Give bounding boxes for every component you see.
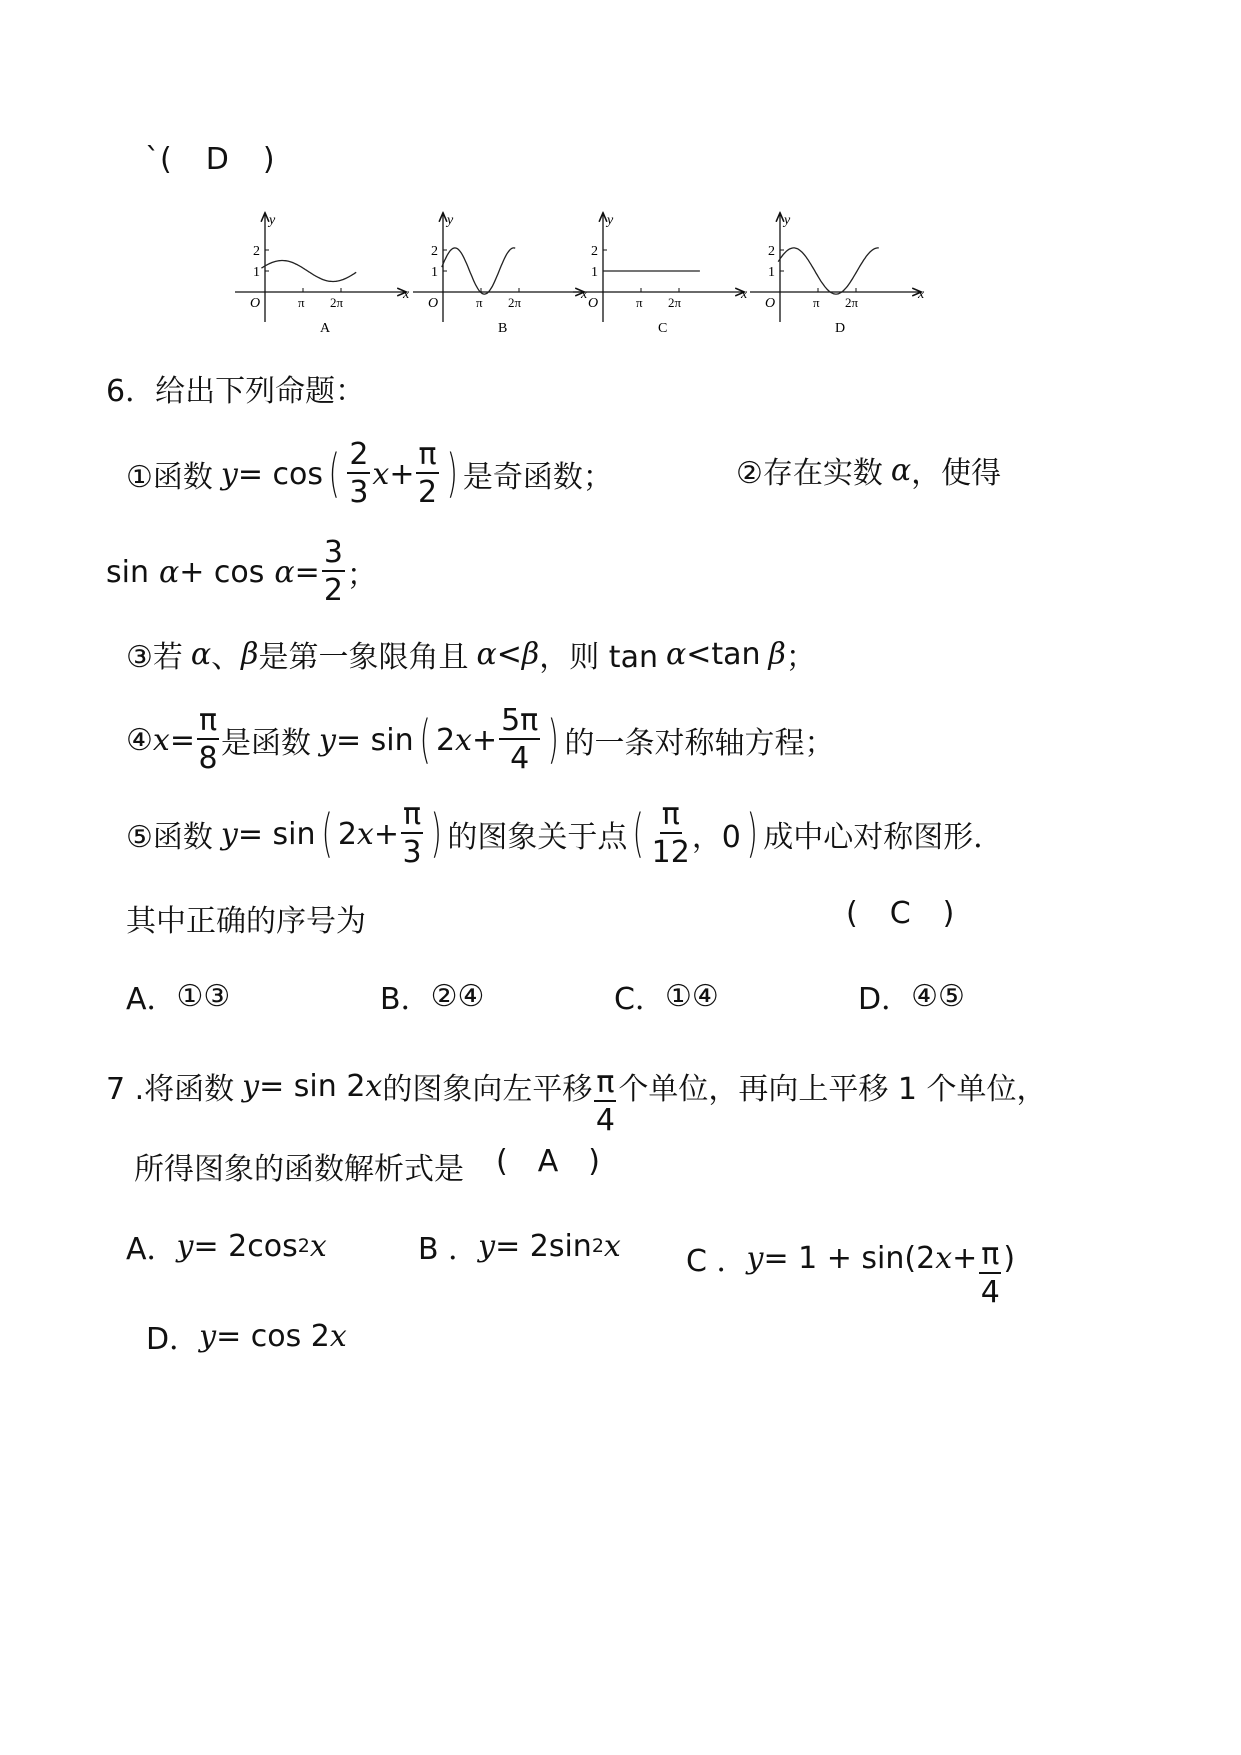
q7-answer-value: A bbox=[537, 1144, 559, 1179]
q7-frac-num: π bbox=[596, 1065, 615, 1100]
p5-frac-1 bbox=[401, 797, 423, 870]
p2b-plus-cos: + cos bbox=[179, 554, 265, 590]
p1-frac-2-den: 2 bbox=[417, 475, 438, 510]
p1-paren-close: ) bbox=[446, 444, 458, 504]
p1-frac-1-den: 3 bbox=[349, 475, 369, 510]
p3-lt: < bbox=[496, 636, 522, 672]
p3-then: ，则 tan bbox=[539, 640, 658, 675]
p5-mark: ⑤函数 bbox=[126, 820, 213, 855]
q6-proposition-5 bbox=[126, 797, 1004, 870]
q7-line1-c: 的图象向左平移 bbox=[382, 1072, 593, 1107]
graph-panel-a-y-tick-1: 1 bbox=[253, 265, 260, 280]
q6-answer bbox=[846, 896, 954, 931]
q7-option-b bbox=[418, 1224, 621, 1268]
p1-frac-2 bbox=[416, 437, 438, 510]
q6-answer-value: C bbox=[889, 896, 911, 931]
p3-mark: ③若 bbox=[126, 640, 183, 675]
graph-panel-b-y-label: y bbox=[447, 213, 454, 228]
graph-panel-b-y-tick-1: 1 bbox=[431, 265, 438, 280]
q7-option-c bbox=[686, 1224, 1016, 1310]
p3-lt-tan: <tan bbox=[686, 636, 761, 672]
p5-frac-2-num: π bbox=[661, 797, 680, 832]
p2-alpha: α bbox=[890, 452, 912, 488]
p2-tail: ，使得 bbox=[911, 456, 1002, 491]
p2b-frac bbox=[322, 535, 345, 608]
p5-y: y bbox=[220, 816, 238, 852]
graph-panel-c-x-tick-2pi: 2π bbox=[668, 295, 682, 310]
q6-proposition-1 bbox=[126, 437, 613, 510]
p4-eq-sin: = sin bbox=[335, 722, 414, 758]
p4-two: 2 bbox=[435, 722, 456, 758]
graph-panel-d-x-label: x bbox=[918, 287, 925, 302]
q7-answer-open: ( bbox=[496, 1144, 508, 1179]
graph-panel-b-x-tick-pi: π bbox=[476, 295, 483, 310]
graph-panel-a-x-tick-2pi: 2π bbox=[330, 295, 344, 310]
q6-option-a-letter: A． bbox=[126, 982, 177, 1017]
p1-frac-1-num: 2 bbox=[349, 437, 369, 472]
p3-beta-3: β bbox=[768, 636, 786, 672]
p5-tail: 成中心对称图形． bbox=[763, 820, 1004, 855]
graph-panel-c-y-tick-2: 2 bbox=[591, 244, 598, 259]
q6-option-a bbox=[126, 974, 230, 1018]
p5-comma-zero: ，0 bbox=[691, 820, 741, 855]
q7-option-a-letter: A． bbox=[126, 1232, 177, 1267]
graph-panel-b-y-tick-2: 2 bbox=[431, 244, 438, 259]
p3-alpha-3: α bbox=[665, 636, 687, 672]
graph-panel-a-origin: O bbox=[250, 296, 261, 311]
q6-title-text: 6．给出下列命题： bbox=[106, 374, 366, 409]
q7-option-a-expr: = 2cos bbox=[193, 1228, 298, 1264]
graph-panel-c-y-tick-1: 1 bbox=[591, 265, 598, 280]
p5-frac-1-den: 3 bbox=[402, 835, 422, 870]
p2b-tail: ； bbox=[346, 558, 377, 593]
graph-panel-c-label: C bbox=[658, 321, 668, 336]
p1-frac-1 bbox=[347, 437, 370, 510]
q5-answer-line bbox=[145, 142, 275, 177]
p5-frac-1-num: π bbox=[402, 797, 422, 832]
q6-question bbox=[126, 896, 366, 940]
graph-panel-b-curve bbox=[442, 248, 515, 294]
p5-paren-open: ( bbox=[321, 804, 333, 864]
p3-mid: 是第一象限角且 bbox=[258, 640, 469, 675]
q6-option-c-letter: C． bbox=[614, 982, 665, 1017]
q7-answer-close: ) bbox=[588, 1144, 600, 1179]
p4-paren-open: ( bbox=[419, 710, 431, 770]
p2-mark: ②存在实数 bbox=[736, 456, 883, 491]
q7-option-b-sup: 2 bbox=[591, 1235, 604, 1257]
q7-option-c-frac bbox=[979, 1237, 1001, 1310]
q5-answer-prefix: `( bbox=[145, 142, 172, 177]
p1-paren-open: ( bbox=[328, 444, 340, 504]
q5-answer-suffix: ) bbox=[262, 142, 275, 177]
p1-frac-2-num: π bbox=[418, 437, 437, 472]
graph-panel-d-x-tick-2pi: 2π bbox=[845, 295, 859, 310]
q7-line1-d: 个单位，再向上平移 1 个单位， bbox=[618, 1072, 1047, 1107]
p4-paren-close: ) bbox=[547, 710, 559, 770]
graph-panel-b-label: B bbox=[498, 321, 508, 336]
p5-paren-close: ) bbox=[430, 804, 442, 864]
q7-x: x bbox=[365, 1068, 383, 1104]
q7-frac bbox=[594, 1065, 616, 1138]
q6-proposition-2-cont bbox=[106, 535, 377, 608]
q7-option-c-plus: + bbox=[952, 1240, 978, 1276]
p2b-frac-num: 3 bbox=[323, 535, 343, 570]
q7-option-b-y: y bbox=[478, 1228, 496, 1264]
p3-tail: ； bbox=[785, 640, 816, 675]
p3-alpha-2: α bbox=[476, 636, 497, 672]
q7-option-d-x: x bbox=[329, 1318, 347, 1354]
q6-option-d-letter: D． bbox=[858, 982, 912, 1017]
q6-option-d-value: ④⑤ bbox=[911, 978, 965, 1014]
q7-option-a-x: x bbox=[309, 1228, 327, 1264]
p4-frac-1 bbox=[197, 703, 219, 776]
q7-line2-text: 所得图象的函数解析式是 bbox=[134, 1152, 464, 1187]
q7-line-1 bbox=[106, 1052, 1047, 1138]
graph-panel-d-y-tick-1: 1 bbox=[768, 265, 775, 280]
q7-option-c-x: x bbox=[935, 1240, 953, 1276]
q6-option-c bbox=[614, 974, 719, 1018]
q7-option-d-expr: = cos 2 bbox=[216, 1318, 330, 1354]
q7-option-c-frac-den: 4 bbox=[980, 1275, 1000, 1310]
graph-panel-a-label: A bbox=[320, 321, 331, 336]
graph-panel-d-x-tick-pi: π bbox=[813, 295, 820, 310]
p4-x: x bbox=[152, 722, 170, 758]
graph-panel-c-x-label: x bbox=[741, 287, 748, 302]
p4-frac-2-num: 5π bbox=[501, 703, 539, 738]
q7-y: y bbox=[242, 1068, 260, 1104]
graph-panel-d-label: D bbox=[835, 321, 846, 336]
graph-panel-d-y-tick-2: 2 bbox=[768, 244, 775, 259]
p5-eq-sin: = sin bbox=[237, 816, 316, 852]
q6-title bbox=[106, 366, 365, 410]
p4-eq: = bbox=[169, 722, 195, 758]
graph-panel-b-x-tick-2pi: 2π bbox=[508, 295, 522, 310]
p1-tail: 是奇函数； bbox=[462, 460, 613, 495]
q7-option-c-y: y bbox=[746, 1240, 764, 1276]
p1-y: y bbox=[220, 456, 238, 492]
p2b-alpha-2: α bbox=[274, 554, 295, 590]
graph-panel-c-y-label: y bbox=[607, 213, 614, 228]
q7-option-d-y: y bbox=[199, 1318, 217, 1354]
graph-panel-d-curve bbox=[778, 248, 879, 294]
p4-y: y bbox=[319, 722, 336, 758]
graph-panel-d-origin: O bbox=[765, 296, 776, 311]
p4-frac-1-num: π bbox=[198, 703, 218, 738]
q7-line-2 bbox=[134, 1144, 464, 1188]
p4-x-2: x bbox=[455, 722, 472, 758]
p3-sep: 、 bbox=[211, 640, 242, 675]
q6-question-text: 其中正确的序号为 bbox=[126, 904, 366, 939]
q6-option-a-value: ①③ bbox=[176, 978, 231, 1014]
p5-x: x bbox=[356, 816, 374, 852]
p2b-frac-den: 2 bbox=[323, 573, 343, 608]
q7-option-c-close: ) bbox=[1003, 1240, 1016, 1276]
p1-mark: ①函数 bbox=[126, 460, 213, 495]
p4-frac-2-den: 4 bbox=[510, 741, 530, 776]
q7-option-b-expr: = 2sin bbox=[495, 1228, 592, 1264]
q6-proposition-2 bbox=[736, 448, 1001, 492]
q7-option-d bbox=[146, 1314, 347, 1358]
q7-option-b-x: x bbox=[603, 1228, 621, 1264]
p2b-sin: sin bbox=[106, 554, 149, 590]
p5-point-paren-open: ( bbox=[632, 804, 645, 864]
q7-line1-b: = sin 2 bbox=[259, 1068, 366, 1104]
graph-panel-c-x-tick-pi: π bbox=[636, 295, 643, 310]
q6-option-d bbox=[858, 974, 965, 1018]
q7-option-b-letter: B ． bbox=[418, 1232, 479, 1267]
graph-panel-b-x-label: x bbox=[581, 287, 588, 302]
p4-mid: 是函数 bbox=[221, 726, 312, 761]
q6-option-b-letter: B． bbox=[380, 982, 431, 1017]
q6-proposition-3 bbox=[126, 632, 816, 676]
p4-tail: 的一条对称轴方程； bbox=[564, 726, 835, 761]
q7-option-c-frac-num: π bbox=[981, 1237, 1000, 1272]
p5-frac-2 bbox=[651, 797, 690, 870]
p3-beta-2: β bbox=[521, 636, 540, 672]
q7-option-a-sup: 2 bbox=[297, 1235, 310, 1257]
p4-frac-2 bbox=[499, 703, 540, 776]
graph-panel-a-y-tick-2: 2 bbox=[253, 244, 260, 259]
p2b-eq: = bbox=[294, 554, 320, 590]
q6-answer-open: ( bbox=[846, 896, 858, 931]
p5-two: 2 bbox=[337, 816, 357, 852]
q7-option-a-y: y bbox=[176, 1228, 194, 1264]
q7-answer bbox=[496, 1144, 600, 1179]
graph-panel-c-origin: O bbox=[588, 296, 599, 311]
graph-panel-a-x-tick-pi: π bbox=[298, 295, 305, 310]
graph-options-figure bbox=[225, 208, 925, 348]
graph-panel-b-origin: O bbox=[428, 296, 439, 311]
q6-option-b bbox=[380, 974, 484, 1018]
q7-frac-den: 4 bbox=[595, 1103, 615, 1138]
p5-plus: + bbox=[373, 816, 399, 852]
p1-eq: = cos bbox=[237, 456, 324, 492]
p5-mid: 的图象关于点 bbox=[447, 820, 628, 855]
q7-line1-a: 7 .将函数 bbox=[106, 1072, 235, 1107]
p3-alpha: α bbox=[190, 636, 212, 672]
p5-frac-2-den: 12 bbox=[651, 835, 690, 870]
p5-point-paren-close: ) bbox=[746, 804, 758, 864]
q6-answer-close: ) bbox=[942, 896, 955, 931]
p4-mark: ④ bbox=[126, 722, 153, 758]
p1-x: x bbox=[372, 456, 390, 492]
graph-panel-d-y-label: y bbox=[784, 213, 791, 228]
q5-answer-value: D bbox=[205, 142, 229, 177]
q7-option-c-expr: = 1 + sin(2 bbox=[763, 1240, 936, 1276]
q7-option-d-letter: D． bbox=[146, 1322, 200, 1357]
p3-beta: β bbox=[241, 636, 259, 672]
graph-panel-a-curve bbox=[261, 261, 356, 282]
q6-proposition-4 bbox=[126, 703, 835, 776]
p2b-alpha-1: α bbox=[158, 554, 180, 590]
q6-option-b-value: ②④ bbox=[430, 978, 485, 1014]
p4-plus: + bbox=[471, 722, 498, 758]
p1-plus: + bbox=[389, 456, 415, 492]
graph-panel-a-y-label: y bbox=[269, 213, 276, 228]
q6-option-c-value: ①④ bbox=[664, 978, 719, 1014]
p4-frac-1-den: 8 bbox=[198, 741, 218, 776]
q7-option-a bbox=[126, 1224, 327, 1268]
q7-option-c-letter: C ． bbox=[686, 1244, 747, 1279]
graph-panel-a-x-label: x bbox=[403, 287, 410, 302]
